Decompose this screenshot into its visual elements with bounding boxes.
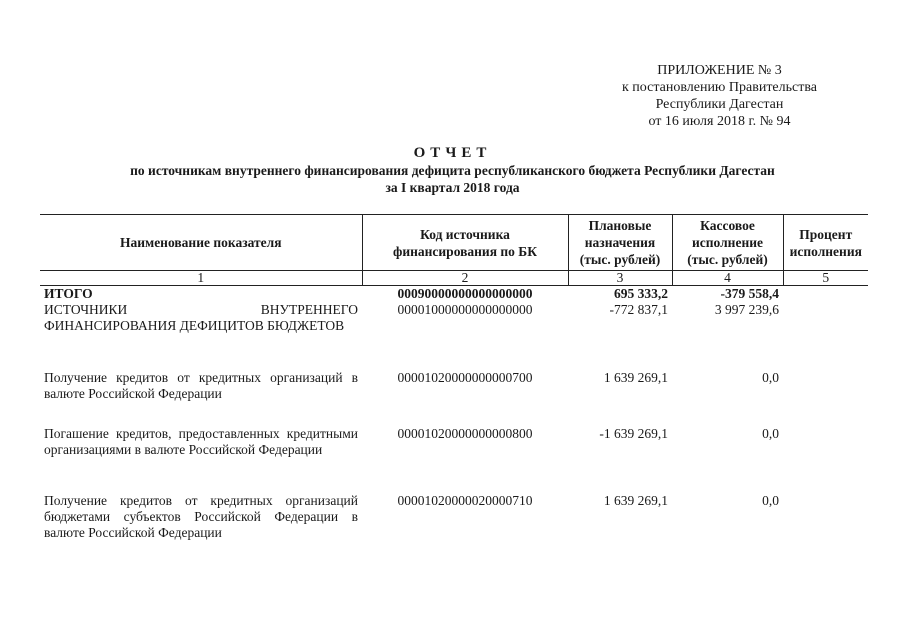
row-actual: 0,0 xyxy=(762,370,779,385)
row-name: ИСТОЧНИКИ ВНУТРЕННЕГО ФИНАНСИРОВАНИЯ ДЕФИЦИТОВ БЮДЖЕТОВ xyxy=(44,302,358,333)
table-row-total xyxy=(40,286,868,303)
header-indicator-name: Наименование показателя xyxy=(40,215,362,271)
row-planned: -772 837,1 xyxy=(609,302,668,317)
header-actual: Кассовое исполнение (тыс. рублей) xyxy=(672,215,783,271)
row-percent xyxy=(783,286,868,303)
appendix-line-decree: к постановлению Правительства xyxy=(621,80,817,95)
row-code: 00001000000000000000 xyxy=(397,302,533,317)
row-planned: -1 639 269,1 xyxy=(599,426,668,441)
row-actual: -379 558,4 xyxy=(720,286,779,301)
row-name: Получение кредитов от кредитных организаций в валюте Российской Федерации xyxy=(44,370,358,401)
appendix-block xyxy=(622,62,817,130)
report-title: ОТЧЕТ xyxy=(413,145,492,161)
report-title-block xyxy=(0,145,905,196)
header-planned: Плановые назначения (тыс. рублей) xyxy=(568,215,672,271)
row-percent xyxy=(783,493,868,543)
column-number: 3 xyxy=(568,271,672,286)
table-row xyxy=(40,426,868,493)
row-planned: 1 639 269,1 xyxy=(603,370,668,385)
row-code: 00001020000000000700 xyxy=(397,370,533,385)
row-actual: 3 997 239,6 xyxy=(714,302,779,317)
report-period: за I квартал 2018 года xyxy=(385,180,520,195)
row-name: Получение кредитов от кредитных организаций бюджетами субъектов Российской Федерации в валюте Российской Федерации xyxy=(44,493,358,540)
column-number-row xyxy=(40,271,868,286)
column-number: 2 xyxy=(362,271,568,286)
column-number: 1 xyxy=(40,271,362,286)
row-planned: 695 333,2 xyxy=(614,286,668,301)
row-actual: 0,0 xyxy=(762,426,779,441)
row-percent xyxy=(783,302,868,370)
appendix-title: ПРИЛОЖЕНИЕ № 3 xyxy=(657,63,782,78)
table-row xyxy=(40,493,868,543)
row-name: ИТОГО xyxy=(44,286,93,301)
header-percent: Процент исполнения xyxy=(783,215,868,271)
table-row xyxy=(40,370,868,426)
row-code: 00001020000020000710 xyxy=(397,493,533,508)
column-number: 5 xyxy=(783,271,868,286)
row-name: Погашение кредитов, предоставленных кредитными организациями в валюте Российской Федерации xyxy=(44,426,358,457)
appendix-line-date: от 16 июля 2018 г. № 94 xyxy=(648,114,791,129)
row-actual: 0,0 xyxy=(762,493,779,508)
table-header-row xyxy=(40,215,868,271)
table-row xyxy=(40,302,868,370)
appendix-line-republic: Республики Дагестан xyxy=(655,97,784,112)
header-source-code: Код источника финансирования по БК xyxy=(362,215,568,271)
row-planned: 1 639 269,1 xyxy=(603,493,668,508)
sources-table xyxy=(40,214,868,543)
row-percent xyxy=(783,426,868,493)
row-percent xyxy=(783,370,868,426)
row-code: 00001020000000000800 xyxy=(397,426,533,441)
row-code: 00090000000000000000 xyxy=(397,286,533,301)
report-subtitle: по источникам внутреннего финансирования дефицита республиканского бюджета Республики Дагестан xyxy=(130,163,775,178)
column-number: 4 xyxy=(672,271,783,286)
